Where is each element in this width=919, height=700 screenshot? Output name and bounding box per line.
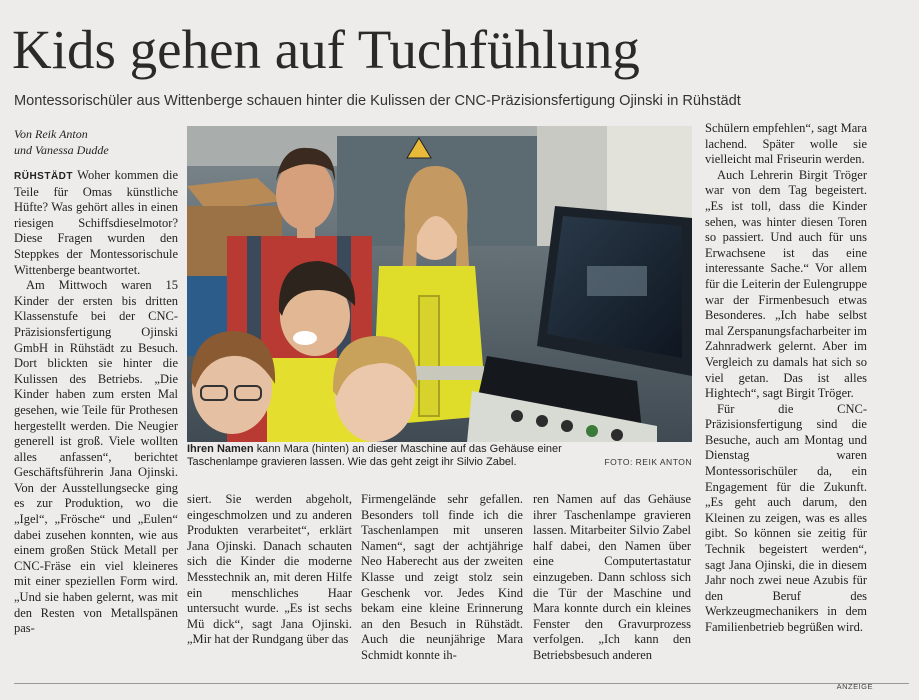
- caption-text: [187, 443, 617, 469]
- paragraph-text: Woher kommen die Teile für Omas künstliche Hüfte? Was gehört alles in einen riesigen Schiffsdieselmotor? Diese Fragen wurden den Steppkes der Montessorischule Wittenberge beantwortet.: [14, 168, 178, 277]
- paragraph: Auch Lehrerin Birgit Tröger war von dem Tag begeistert. „Es ist toll, dass die Kinder sehen, was hinter diesen Toren so passiert. Und auch für uns Erwachsene ist das eine interessante Sache.“ Vor allem für die Leiterin der Eulengruppe war der Firmenbesuch etwas Besonderes. „Ich habe selbst mal Zerspanungsfacharbeiter im Zahnradwerk gelernt. Aber im Vergleich zu damals hat sich so viel getan. Das ist alles Hightech“, sagt Birgit Tröger.: [705, 167, 867, 401]
- photo-credit: FOTO: REIK ANTON: [604, 457, 692, 467]
- text-column-2: [187, 492, 352, 648]
- paragraph: Schülern empfehlen“, sagt Mara lachend. Später wolle sie vielleicht mal Friseurin werden.: [705, 121, 867, 167]
- paragraph: [14, 168, 178, 278]
- photo-caption: [187, 443, 692, 469]
- byline-author-2: und Vanessa Dudde: [14, 143, 109, 157]
- text-column-5: [705, 121, 867, 636]
- paragraph: Für die CNC-Präzisionsfertigung sind die Besuche, auch am Montag und Dienstag waren Montessorischüler da, ein Engagement für die Zukunft. „Es geht auch darum, den Kleinen zu zeigen, was es alles gibt. So können sie zeitig für Technik begeistert werden“, sagt Jana Ojinski, die in diesem Jahr noch zwei neue Azubis für den Beruf des Werkzeugmechanikers in dem Familienbetrieb begrüßen wird.: [705, 401, 867, 634]
- text-column-4: [533, 492, 691, 664]
- text-column-3: [361, 492, 523, 664]
- text-column-1: [14, 168, 178, 637]
- caption-body: kann Mara (hinten) an dieser Maschine auf das Gehäuse einer Taschenlampe gravieren lassen. Wie das geht zeigt ihr Silvio Zabel.: [187, 443, 562, 468]
- paragraph: Firmengelände sehr gefallen. Besonders toll finde ich die Taschenlampen mit unseren Namen“, sagt der achtjährige Neo Haberecht aus der zweiten Klasse und zeigt stolz sein Geschenk vor. Jedes Kind bekam eine kleine Erinnerung an den Besuch in Rühstädt. Auch die neunjährige Mara Schmidt konnte ih-: [361, 492, 523, 662]
- advertisement-label: ANZEIGE: [836, 682, 873, 691]
- byline: [14, 126, 184, 158]
- photo-illustration: [187, 126, 692, 442]
- headline: Kids gehen auf Tuchfühlung: [12, 19, 640, 80]
- dateline: RÜHSTÄDT: [14, 171, 73, 182]
- paragraph: siert. Sie werden abgeholt, eingeschmolzen und zu anderen Produkten verarbeitet“, erklärt Jana Ojinski. Danach schauten sich die Kinder die moderne Messtechnik an, mit deren Hilfe ein menschliches Haar untersucht wurde. „Es ist sechs Mü dick“, sagt Jana Ojinski. „Mir hat der Rundgang über das: [187, 492, 352, 647]
- paragraph: Am Mittwoch waren 15 Kinder der ersten bis dritten Klassenstufe bei der CNC-Präzisionsfertigung Ojinski GmbH in Rühstädt zu Besuch. Dort blickten sie hinter die Kulissen des Betriebs. „Die Kinder haben zum ersten Mal gesehen, wie Teile für Prothesen hergestellt werden. Die Neugier generell ist groß. Viele wollten alles anfassen“, berichtet Geschäftsführerin Jana Ojinski. Von der Ausstellungsecke ging es zur Produktion, wo die „Igel“, „Frösche“ und „Eulen“ dabei zusehen konnten, wie aus einem großen Stück Metall per CNC-Fräse ein viel kleineres mit einer speziellen Form wird. „Und sie haben gelernt, was mit den Resten von Metallspänen pas-: [14, 278, 178, 636]
- byline-author-1: Von Reik Anton: [14, 127, 88, 141]
- bottom-rule: [14, 683, 909, 684]
- paragraph: ren Namen auf das Gehäuse ihrer Taschenlampe gravieren lassen. Mitarbeiter Silvio Zabel half dabei, den Namen über eine Computertastatur einzugeben. Dann schloss sich die Tür der Maschine und Mara konnte durch ein kleines Fenster den Gravurprozess verfolgen. „Ich kann den Betriebsbesuch anderen: [533, 492, 691, 662]
- caption-lead: Ihren Namen: [187, 443, 254, 455]
- article-photo: [187, 126, 692, 442]
- subheadline: Montessorischüler aus Wittenberge schauen hinter die Kulissen der CNC-Präzisionsfertigung Ojinski in Rühstädt: [14, 93, 741, 109]
